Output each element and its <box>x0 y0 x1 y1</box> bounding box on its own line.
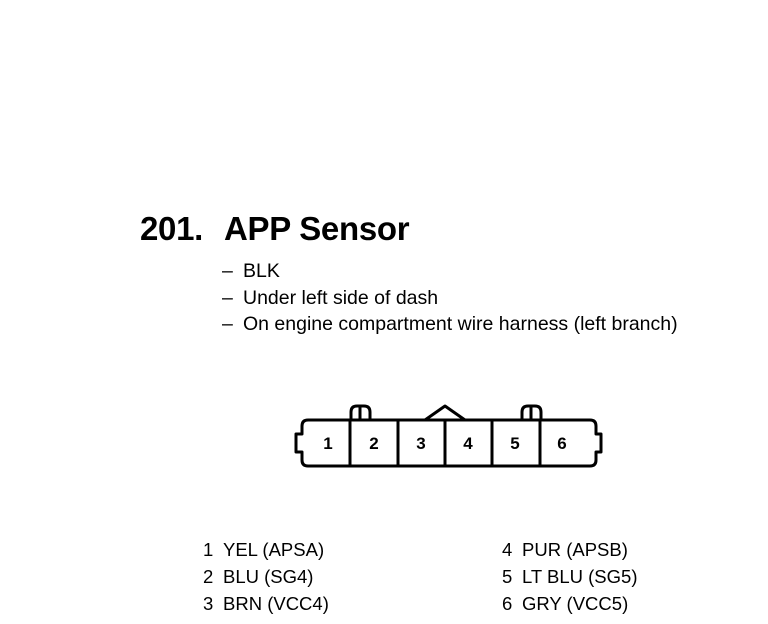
cavity-label: 6 <box>557 434 567 453</box>
note-dash: – <box>222 313 233 335</box>
pin-list-right <box>502 536 638 617</box>
cavity-label: 3 <box>416 434 426 453</box>
pin-number: 1 <box>203 539 214 560</box>
note-dash: – <box>222 286 233 309</box>
connector-body-outline <box>296 420 601 466</box>
pin-wire: YEL (APSA) <box>223 539 325 560</box>
pin-row <box>203 563 329 590</box>
pin-row <box>203 590 329 617</box>
pin-row <box>203 536 329 563</box>
pin-wire: BLU (SG4) <box>223 566 314 587</box>
cavity-label: 4 <box>463 434 473 453</box>
pin-row <box>502 563 638 590</box>
pin-number: 2 <box>203 566 214 587</box>
pin-row <box>502 536 638 563</box>
note-text: On engine compartment wire harness (left branch) <box>243 313 678 335</box>
pin-wire: PUR (APSB) <box>522 539 628 560</box>
pin-number: 3 <box>203 593 214 614</box>
key-triangle <box>425 406 465 420</box>
pin-number: 6 <box>502 593 513 614</box>
cavity-label: 5 <box>510 434 520 453</box>
cavity-label: 1 <box>323 434 333 453</box>
note-text: Under left side of dash <box>243 286 439 309</box>
cavity-label: 2 <box>369 434 379 453</box>
connector-number: 201. <box>140 210 204 247</box>
note-text: BLK <box>243 260 280 282</box>
connector-name: APP Sensor <box>224 210 410 247</box>
pin-number: 4 <box>502 539 513 560</box>
pin-wire: GRY (VCC5) <box>522 593 629 614</box>
pin-row <box>502 590 638 617</box>
pin-wire: BRN (VCC4) <box>223 593 329 614</box>
pin-number: 5 <box>502 566 513 587</box>
pin-list-left <box>203 536 329 617</box>
note-dash: – <box>222 260 233 282</box>
pin-wire: LT BLU (SG5) <box>522 566 638 587</box>
